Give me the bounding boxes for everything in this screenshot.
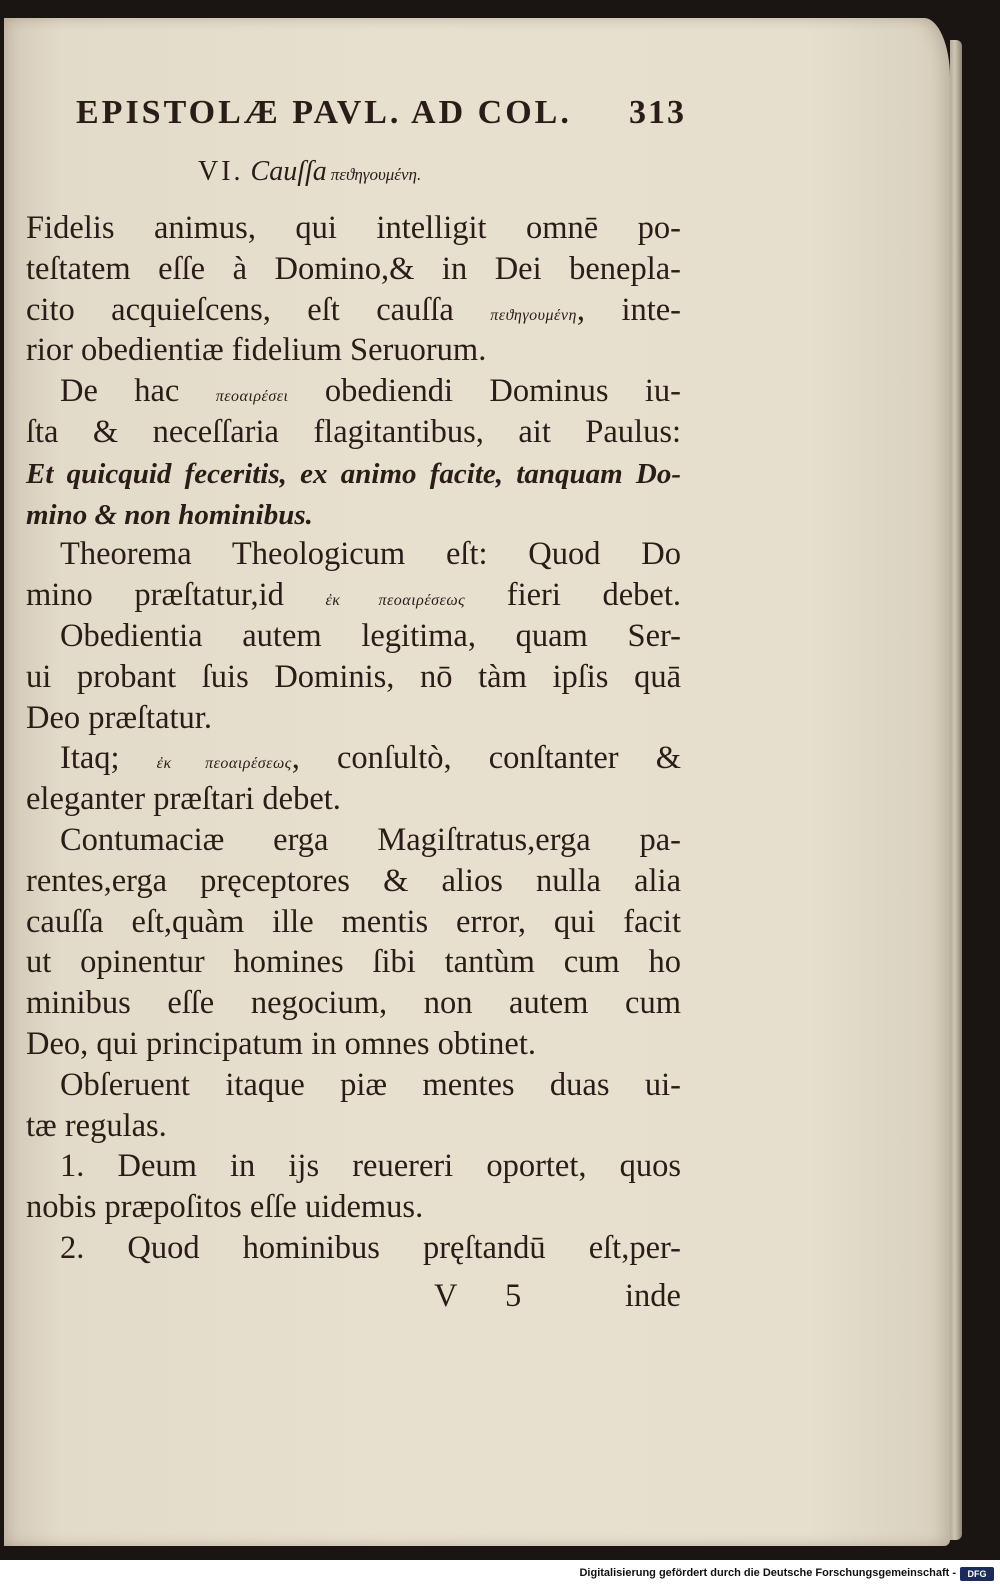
section-numeral: VI. xyxy=(198,156,244,187)
section-greek: πεϑηγουμένη. xyxy=(330,165,422,184)
text-line: Obedientia autem legitima, quam Ser- xyxy=(60,617,681,654)
text-line: nobis præpoſitos eſſe uidemus. xyxy=(26,1189,424,1226)
text-line: ut opinentur homines ſibi tantùm cum ho xyxy=(26,944,681,981)
text-line: Contumaciæ erga Magiſtratus,erga pa- xyxy=(60,821,681,858)
text-line: ui probant ſuis Dominis, nō tàm ipſis quā xyxy=(26,658,681,695)
text-line: 2. Quod hominibus pręſtandū eſt,per- xyxy=(60,1229,681,1266)
page-edge xyxy=(950,40,962,1540)
text-line: Deo, qui principatum in omnes obtinet. xyxy=(26,1025,536,1062)
dfg-logo-icon: DFG xyxy=(960,1567,994,1581)
section-label: Cauſſa xyxy=(250,156,327,187)
text-line: mino præſtatur,id ἐκ πεοαιρέσεως fieri debet. xyxy=(26,577,682,614)
text-line: 1. Deum in ijs reuereri oportet, quos xyxy=(60,1148,681,1185)
text-line: rentes,erga pręceptores & alios nulla alia xyxy=(26,862,681,899)
catchword-row xyxy=(26,1278,681,1322)
text-line: minibus eſſe negocium, non autem cum xyxy=(26,985,681,1022)
text-line: rior obedientiæ fidelium Seruorum. xyxy=(26,332,487,369)
body-text xyxy=(26,208,681,1269)
signature-mark: V 5 xyxy=(434,1278,542,1314)
text-line: eleganter præſtari debet. xyxy=(26,781,341,818)
section-heading xyxy=(198,156,421,188)
footer-bar xyxy=(0,1560,1000,1589)
text-line: ſta & neceſſaria flagitantibus, ait Paulus: xyxy=(26,413,681,450)
text-line: Deo præſtatur. xyxy=(26,699,212,736)
text-line-italic: mino & non hominibus. xyxy=(26,498,313,531)
text-line: Theorema Theologicum eſt: Quod Do xyxy=(60,536,681,573)
greek-word: ἐκ πεοαιρέσεως xyxy=(325,592,466,610)
text-line: Fidelis animus, qui intelligit omnē po- xyxy=(26,210,681,246)
text-line-italic: Et quicquid feceritis, ex animo facite, tanquam Do- xyxy=(26,457,681,490)
text-line: cito acquieſcens, eſt cauſſa πεϑηγουμένη, inte- xyxy=(26,291,682,328)
running-head xyxy=(76,90,686,140)
text-line: tæ regulas. xyxy=(26,1107,167,1144)
greek-word: πεϑηγουμένη xyxy=(490,306,577,324)
catchword: inde xyxy=(625,1278,681,1314)
text-line: teſtatem eſſe à Domino,& in Dei benepla- xyxy=(26,250,681,287)
running-title: EPISTOLÆ PAVL. AD COL. xyxy=(76,94,572,131)
greek-word: πεοαιρέσει xyxy=(215,388,289,406)
text-line: cauſſa eſt,quàm ille mentis error, qui facit xyxy=(26,903,681,940)
text-line: Obſeruent itaque piæ mentes duas ui- xyxy=(60,1066,681,1103)
funding-notice: Digitalisierung gefördert durch die Deutsche Forschungsgemeinschaft - xyxy=(579,1567,956,1579)
greek-word: ἐκ πεοαιρέσεως xyxy=(156,755,292,773)
text-line: Itaq; ἐκ πεοαιρέσεως, conſultò, conſtanter & xyxy=(60,740,682,777)
text-line: De hac πεοαιρέσει obediendi Dominus iu- xyxy=(60,373,681,410)
page-number: 313 xyxy=(629,94,686,131)
